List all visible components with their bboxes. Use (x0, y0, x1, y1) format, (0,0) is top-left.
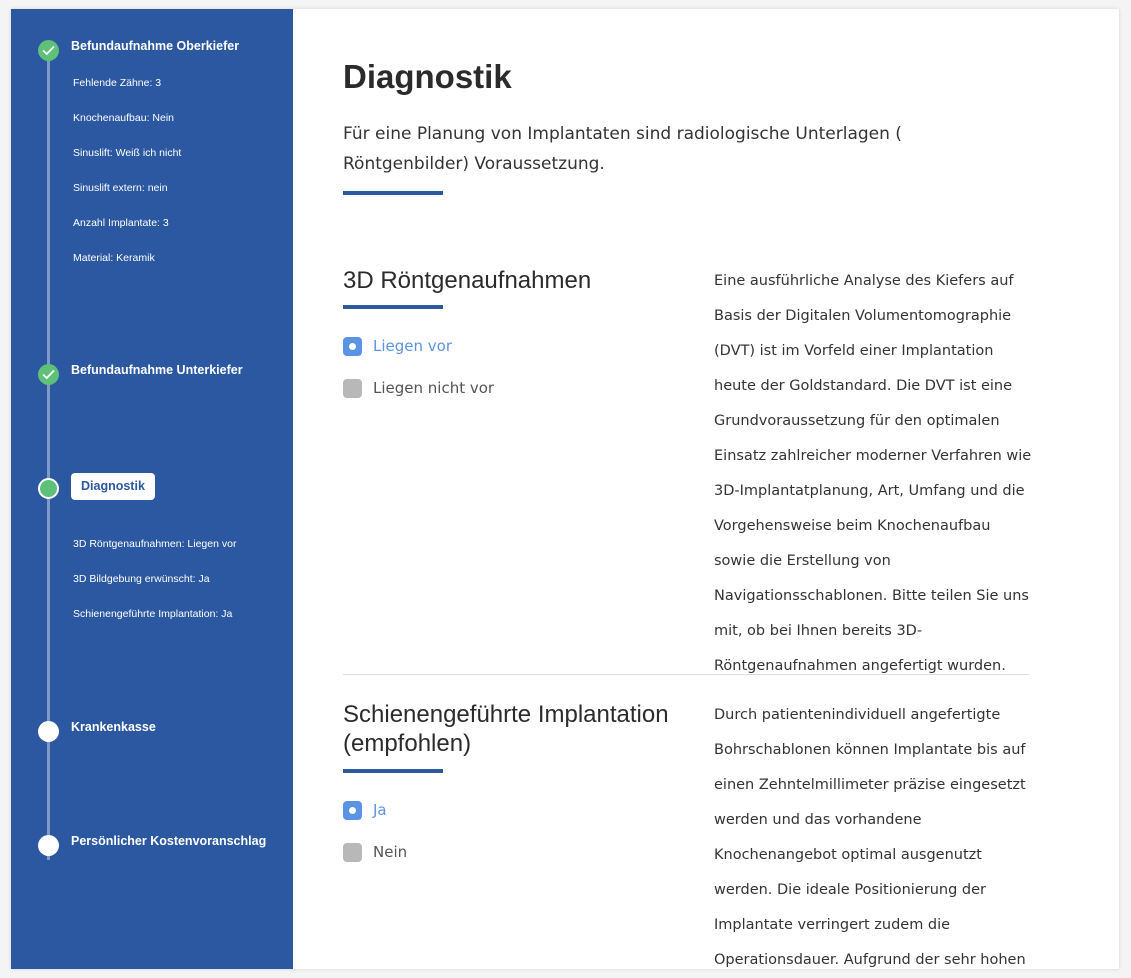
step-pending-dot-icon (38, 721, 59, 742)
radio-label: Nein (373, 843, 408, 861)
summary-item: Knochenaufbau: Nein (73, 112, 174, 124)
radio-label: Liegen nicht vor (373, 379, 495, 397)
summary-item: Schienengeführte Implantation: Ja (73, 608, 233, 620)
radio-label: Ja (373, 801, 387, 819)
step-pending-dot-icon (38, 835, 59, 856)
radio-selected-icon[interactable] (343, 801, 362, 820)
radio-nein[interactable] (343, 841, 407, 863)
step-current-dot-icon (38, 478, 59, 499)
section-accent-bar (343, 305, 443, 309)
step-diagnostik-current[interactable]: Diagnostik (71, 473, 155, 500)
radio-unselected-icon[interactable] (343, 379, 362, 398)
summary-item: 3D Röntgenaufnahmen: Liegen vor (73, 538, 237, 550)
step-done-check-icon (38, 364, 59, 385)
radio-selected-icon[interactable] (343, 337, 362, 356)
summary-item: Sinuslift: Weiß ich nicht (73, 147, 182, 159)
radio-liegen-nicht-vor[interactable] (343, 377, 494, 399)
section-accent-bar (343, 769, 443, 773)
title-accent-bar (343, 191, 443, 195)
summary-item: 3D Bildgebung erwünscht: Ja (73, 573, 210, 585)
step-krankenkasse[interactable]: Krankenkasse (71, 720, 156, 734)
summary-item: Anzahl Implantate: 3 (73, 217, 169, 229)
step-befundaufnahme-oberkiefer[interactable]: Befundaufnahme Oberkiefer (71, 39, 240, 53)
step-done-check-icon (38, 40, 59, 61)
radio-liegen-vor[interactable] (343, 335, 452, 357)
summary-item: Fehlende Zähne: 3 (73, 77, 162, 89)
section-description: Durch patientenindividuell angefertigte Bohrschablonen können Implantate bis auf einen Zehntelmillimeter präzise eingesetzt werden und das vorhandene Knochenangebot optimal ausgenutzt werden. Die ideale Positionierung der Implantate verringert zudem die Operationsdauer. Aufgrund der sehr hohen (714, 707, 1026, 968)
step-befundaufnahme-unterkiefer[interactable]: Befundaufnahme Unterkiefer (71, 363, 243, 377)
radio-ja[interactable] (343, 799, 387, 821)
section-title-3d-roentgen: 3D Röntgenaufnahmen (343, 267, 592, 294)
summary-item: Material: Keramik (73, 252, 155, 264)
radio-label: Liegen vor (373, 337, 452, 355)
section-description: Eine ausführliche Analyse des Kiefers auf Basis der Digitalen Volumentomographie (DVT) ist im Vorfeld einer Implantation heute der Goldstandard. Die DVT ist eine Grundvoraussetzung für den optimalen Einsatz zahlreicher moderner Verfahren wie 3D-Implantatplanung, Art, Umfang und die Vorgehensweise beim Knochenaufbau sowie die Erstellung von Navigationsschablonen. Bitte teilen Sie uns mit, ob bei Ihnen bereits 3D-Röntgenaufnahmen angefertigt wurden. (714, 273, 1032, 674)
step-kostenvoranschlag[interactable]: Persönlicher Kostenvoranschlag (71, 834, 267, 848)
summary-item: Sinuslift extern: nein (73, 182, 168, 194)
page-title: Diagnostik (343, 58, 512, 95)
intro-text: Für eine Planung von Implantaten sind radiologische Unterlagen ( Röntgenbilder) Voraussetzung. (343, 124, 902, 174)
section-divider (343, 674, 1029, 675)
radio-unselected-icon[interactable] (343, 843, 362, 862)
section-title-schienengefuehrt: Schienengeführte Implantation (empfohlen) (343, 701, 669, 757)
